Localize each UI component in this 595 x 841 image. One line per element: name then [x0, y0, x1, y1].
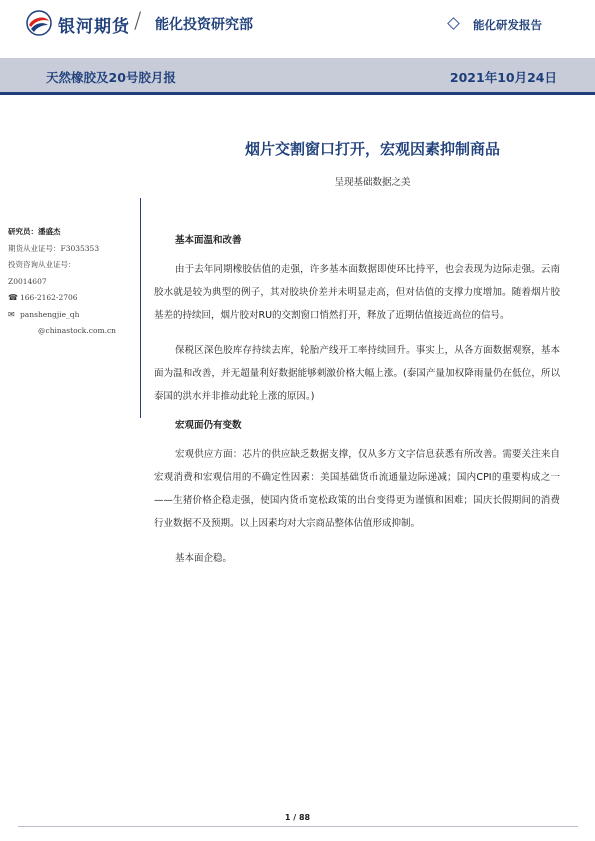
spacer — [154, 327, 560, 339]
page-header — [0, 0, 595, 52]
paragraph-3: 宏观供应方面：芯片的供应缺乏数据支撑，仅从多方文字信息获悉有所改善。需要关注来自宏观消费和宏观信用的不确定性因素：美国基础货币流通量边际递减；国内CPI的重要构成之一——生猪价格企稳走强，使国内货币宽松政策的出台变得更为谨慎和困难；国庆长假期间的消费行业数据不及预期。以上因素均对大宗商品整体估值形成抑制。 — [154, 449, 560, 529]
band-underline — [0, 92, 595, 95]
report-date: 2021年10月24日 — [449, 70, 557, 85]
report-type: 能化研发报告 — [473, 18, 542, 32]
mail-icon: ✉ — [8, 309, 15, 319]
page-subtitle-text: 呈现基础数据之美 — [334, 177, 411, 188]
email-domain[interactable]: @chinastock.com.cn — [38, 326, 116, 335]
spacer — [154, 535, 560, 547]
futures-license: 期货从业证号：F3035353 — [8, 243, 100, 253]
consulting-license: Z0014607 — [8, 276, 47, 286]
consulting-license-label: 投资咨询从业证号： — [8, 260, 76, 269]
paragraph-2: 保税区深色胶库存持续去库，轮胎产线开工率持续回升。事实上，从各方面数据观察，基本面为温和改善，并无超量利好数据能够刺激价格大幅上涨。(泰国产量加权降雨量仍在低位，所以泰国的洪水并非推动此轮上涨的原因。) — [154, 345, 560, 402]
phone-row — [8, 290, 133, 307]
sidebar-divider — [140, 198, 141, 418]
page-number: 1 / 88 — [284, 813, 311, 822]
footer-rule — [18, 826, 578, 827]
email-user[interactable]: panshengjie_qh — [20, 309, 80, 319]
section-heading-fundamentals: 基本面温和改善 — [175, 235, 242, 246]
paragraph-4: 基本面企稳。 — [175, 553, 233, 564]
diamond-icon — [447, 17, 460, 30]
phone-icon: ☎ — [8, 293, 18, 302]
page-title-text: 烟片交割窗口打开，宏观因素抑制商品 — [244, 140, 500, 158]
brand-name: 银河期货 — [58, 17, 130, 37]
page-subtitle — [0, 174, 595, 188]
department-name: 能化投资研究部 — [155, 17, 253, 33]
section-heading-macro: 宏观面仍有变数 — [175, 420, 242, 431]
report-body — [154, 229, 560, 570]
header-separator: / — [134, 9, 142, 34]
page-title — [0, 138, 595, 159]
galaxy-logo-icon — [26, 10, 52, 36]
email-row — [8, 307, 133, 324]
phone-number[interactable]: 166-2162-2706 — [20, 293, 78, 302]
report-series-title: 天然橡胶及20号胶月报 — [46, 70, 176, 85]
paragraph-1: 由于去年同期橡胶估值的走强，许多基本面数据即使环比持平，也会表现为边际走强。云南胶水就是较为典型的例子，其对胶块价差并未明显走高，但对估值的支撑力度增加。随着烟片胶基差的持续回，烟片胶对RU的交割窗口悄然打开，释放了近期估值接近高位的信号。 — [154, 264, 560, 321]
analyst-name: 研究员：潘盛杰 — [8, 227, 61, 236]
analyst-sidebar — [8, 224, 133, 340]
